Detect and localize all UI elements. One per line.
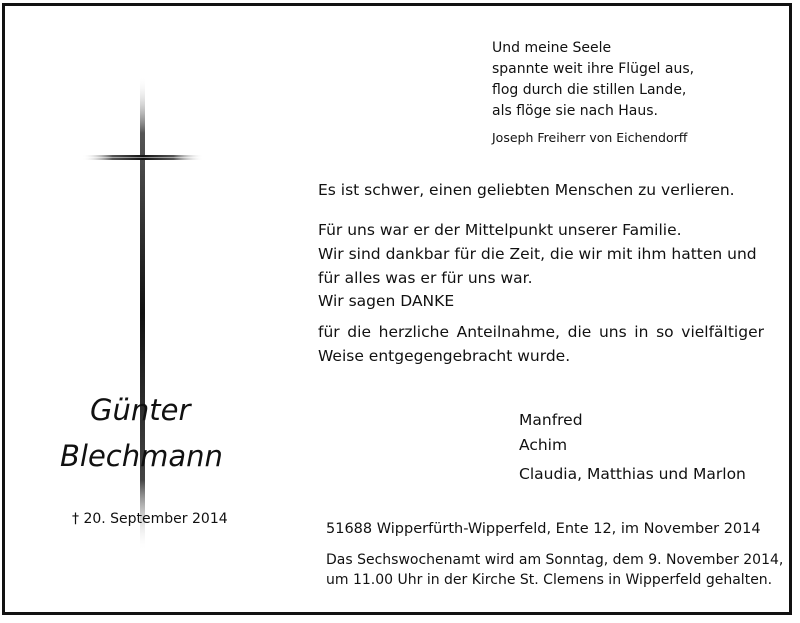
- message-paragraph-4: für die herzliche Anteilnahme, die uns in so vielfältiger Weise entgegengebracht wurde.: [318, 323, 764, 365]
- poem-line: spannte weit ihre Flügel aus,: [492, 61, 695, 77]
- poem-line: Und meine Seele: [492, 40, 612, 56]
- message-line: für alles was er für uns war.: [318, 269, 533, 287]
- poem-line: als flöge sie nach Haus.: [492, 103, 658, 119]
- poem: [492, 38, 694, 122]
- death-line: [72, 511, 228, 527]
- service-announcement: [326, 550, 783, 590]
- cross-icon: [80, 76, 210, 551]
- deceased-last-name: Blechmann: [60, 439, 223, 473]
- dagger-icon: †: [72, 511, 79, 527]
- poem-author: Joseph Freiherr von Eichendorff: [492, 130, 688, 145]
- message-line: Wir sind dankbar für die Zeit, die wir mit ihm hatten und: [318, 245, 757, 263]
- service-line: um 11.00 Uhr in der Kirche St. Clemens in Wipperfeld gehalten.: [326, 572, 773, 588]
- deceased-first-name: Günter: [90, 393, 191, 427]
- message-paragraph-1: Es ist schwer, einen geliebten Menschen zu verlieren.: [318, 181, 735, 199]
- poem-line: flog durch die stillen Lande,: [492, 82, 687, 98]
- message-line: Für uns war er der Mittelpunkt unserer Familie.: [318, 221, 682, 239]
- message-paragraph-2: [318, 218, 757, 290]
- family-member: Achim: [519, 436, 568, 454]
- message-paragraph-3: Wir sagen DANKE: [318, 292, 455, 310]
- family-member: Claudia, Matthias und Marlon: [519, 465, 746, 483]
- family-member: Manfred: [519, 411, 583, 429]
- location-line: 51688 Wipperfürth-Wipperfeld, Ente 12, im November 2014: [326, 521, 761, 537]
- death-date: 20. September 2014: [83, 511, 228, 527]
- service-line: Das Sechswochenamt wird am Sonntag, dem 9. November 2014,: [326, 552, 784, 568]
